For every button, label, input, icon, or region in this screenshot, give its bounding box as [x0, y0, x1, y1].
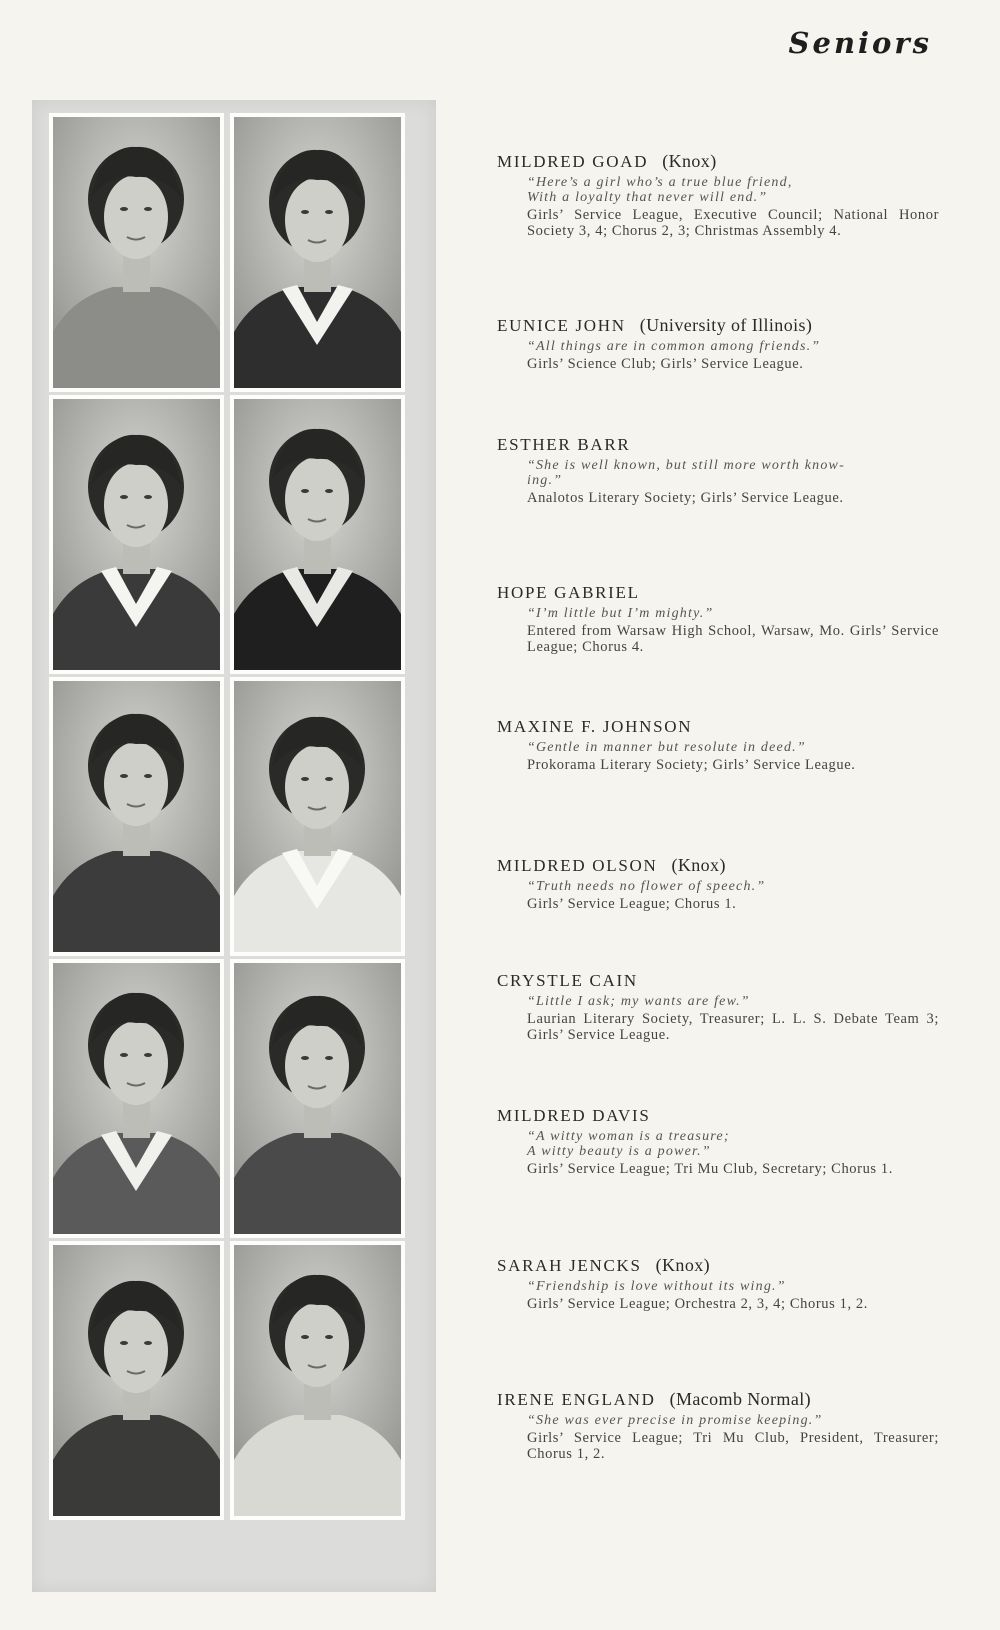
senior-quote [497, 339, 939, 354]
senior-activities: Girls’ Service League, Executive Council; National Honor Society 3, 4; Chorus 2, 3; Christmas Assembly 4. [527, 207, 939, 239]
senior-entry [497, 1254, 939, 1313]
photo-frame [49, 959, 224, 1238]
senior-name-line [497, 854, 939, 877]
quote-line: “Little I ask; my wants are few.” [527, 994, 750, 1009]
senior-college: (Macomb Normal) [669, 1389, 812, 1409]
senior-college: (Knox) [662, 151, 717, 171]
senior-name: IRENE ENGLAND [497, 1390, 656, 1409]
quote-line: With a loyalty that never will end.” [527, 190, 768, 205]
senior-entry [497, 970, 939, 1043]
senior-name-line [497, 314, 939, 337]
senior-activities: Laurian Literary Society, Treasurer; L. L. S. Debate Team 3; Girls’ Service League. [527, 1011, 939, 1043]
page-header: Seniors [788, 26, 932, 60]
senior-entry [497, 1388, 939, 1462]
portrait-6 [234, 681, 401, 952]
senior-quote [497, 1129, 939, 1159]
senior-quote [497, 606, 939, 621]
senior-name-line [497, 582, 939, 604]
senior-name: MILDRED DAVIS [497, 1106, 651, 1125]
senior-activities: Girls’ Science Club; Girls’ Service League. [527, 356, 804, 372]
senior-college: (University of Illinois) [639, 315, 813, 335]
senior-name-line [497, 150, 939, 173]
photo-frame [230, 395, 405, 674]
senior-name: EUNICE JOHN [497, 316, 626, 335]
senior-activities: Girls’ Service League; Chorus 1. [527, 896, 737, 912]
senior-activities: Entered from Warsaw High School, Warsaw, Mo. Girls’ Service League; Chorus 4. [527, 623, 939, 655]
photo-frame [49, 677, 224, 956]
photo-frame [49, 113, 224, 392]
senior-name-line [497, 1254, 939, 1277]
portrait-9 [53, 1245, 220, 1516]
senior-name-line [497, 970, 939, 992]
senior-entry [497, 434, 939, 507]
photo-frame [230, 677, 405, 956]
portrait-3 [53, 399, 220, 670]
quote-line: “I’m little but I’m mighty.” [527, 606, 714, 621]
senior-name-line [497, 1388, 939, 1411]
photo-frame [49, 1241, 224, 1520]
senior-name: CRYSTLE CAIN [497, 971, 638, 990]
senior-quote [497, 994, 939, 1009]
senior-activities: Girls’ Service League; Orchestra 2, 3, 4; Chorus 1, 2. [527, 1296, 868, 1312]
senior-quote [497, 458, 939, 488]
senior-name: HOPE GABRIEL [497, 583, 640, 602]
photo-frame [230, 113, 405, 392]
senior-entry [497, 854, 939, 913]
photo-column [32, 100, 436, 1592]
senior-quote [497, 879, 939, 894]
senior-quote [497, 740, 939, 755]
senior-name-line [497, 716, 939, 738]
quote-line: “She is well known, but still more worth know- [527, 458, 845, 473]
senior-quote [497, 1413, 939, 1428]
quote-line: “Gentle in manner but resolute in deed.” [527, 740, 806, 755]
quote-line: “Friendship is love without its wing.” [527, 1279, 786, 1294]
portrait-10 [234, 1245, 401, 1516]
quote-line: ing.” [527, 473, 563, 488]
senior-activities: Girls’ Service League; Tri Mu Club, Secretary; Chorus 1. [527, 1161, 893, 1177]
photo-frame [230, 1241, 405, 1520]
senior-quote [497, 1279, 939, 1294]
senior-entry [497, 150, 939, 239]
senior-entry [497, 716, 939, 774]
senior-activities: Analotos Literary Society; Girls’ Service League. [527, 490, 844, 506]
senior-name-line [497, 1105, 939, 1127]
portrait-1 [53, 117, 220, 388]
portrait-4 [234, 399, 401, 670]
senior-name: MILDRED OLSON [497, 856, 658, 875]
senior-entry [497, 582, 939, 655]
senior-college: (Knox) [671, 855, 726, 875]
quote-line: “A witty woman is a treasure; [527, 1129, 730, 1144]
quote-line: A witty beauty is a power.” [527, 1144, 711, 1159]
portrait-8 [234, 963, 401, 1234]
senior-activities: Girls’ Service League; Tri Mu Club, President, Treasurer; Chorus 1, 2. [527, 1430, 939, 1462]
senior-entry [497, 1105, 939, 1178]
portrait-7 [53, 963, 220, 1234]
senior-name: SARAH JENCKS [497, 1256, 642, 1275]
senior-name: MILDRED GOAD [497, 152, 649, 171]
quote-line: “Truth needs no flower of speech.” [527, 879, 766, 894]
quote-line: “She was ever precise in promise keeping.” [527, 1413, 823, 1428]
quote-line: “All things are in common among friends.” [527, 339, 821, 354]
senior-entry [497, 314, 939, 373]
portrait-5 [53, 681, 220, 952]
senior-name: MAXINE F. JOHNSON [497, 717, 693, 736]
senior-name-line [497, 434, 939, 456]
photo-frame [49, 395, 224, 674]
senior-quote [497, 175, 939, 205]
photo-frame [230, 959, 405, 1238]
senior-activities: Prokorama Literary Society; Girls’ Service League. [527, 757, 856, 773]
senior-name: ESTHER BARR [497, 435, 631, 454]
senior-college: (Knox) [655, 1255, 711, 1275]
quote-line: “Here’s a girl who’s a true blue friend, [527, 175, 793, 190]
portrait-2 [234, 117, 401, 388]
